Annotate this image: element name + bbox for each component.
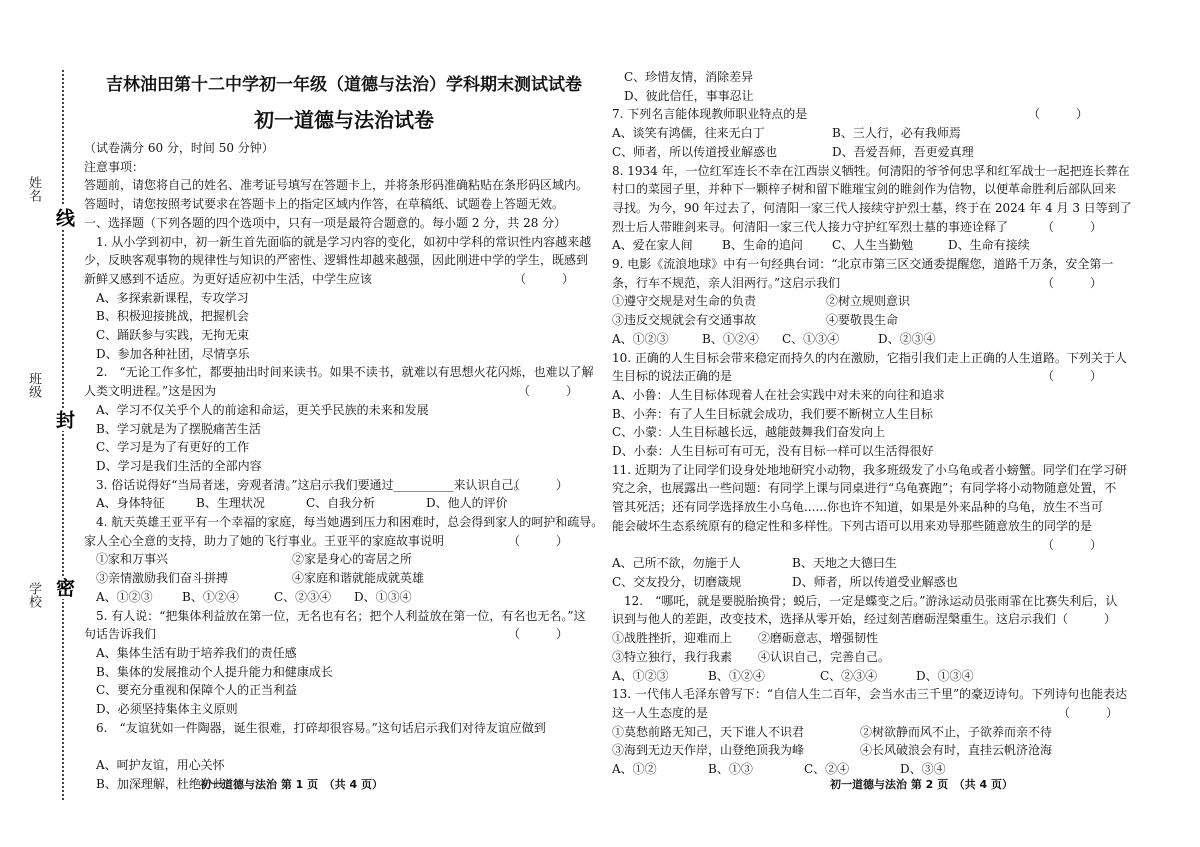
- item: ③亲情激励我们奋斗拼搏: [96, 571, 229, 586]
- q8-text: 烈士后人带睢剑来寻。何清阳一家三代人接力守护红军烈士墓的事迹诠释了: [612, 219, 1009, 234]
- q3-options: [84, 494, 604, 513]
- item: ③特立独行，我行我素: [612, 649, 733, 664]
- school-label: 学校: [26, 582, 41, 608]
- q7-text: 7. 下列名言能体现教师职业特点的是: [612, 107, 808, 122]
- option: A、呵护友谊，用心关怀: [96, 758, 225, 773]
- option: D、小泰：人生目标可有可无，没有目标一样可以生活得很好: [612, 444, 934, 459]
- item: ①战胜挫折，迎难而上: [612, 631, 733, 646]
- option: C、师者，所以传道授业解惑也: [612, 144, 778, 159]
- q12-line: 12. “哪吒，就是要脱胎换骨；蜕后，一定是蝶变之后。”游泳运动员张雨霏在比赛失利后，认: [624, 593, 1118, 608]
- name-label: 姓名: [26, 176, 41, 202]
- option: B、加深理解，杜绝分歧: [96, 776, 225, 791]
- q2-line: [84, 382, 604, 401]
- q11-line: 能会破坏生态系统原有的稳定性和多样性。下列古语可以用来劝导那些随意放生的同学的是: [612, 518, 1093, 533]
- option: D、参加各种社团，尽情享乐: [96, 346, 250, 361]
- item: ②树欲静而风不止，子欲养而亲不待: [860, 724, 1053, 739]
- answer-paren: （ ）: [1041, 369, 1102, 384]
- q4-options: [84, 588, 604, 607]
- item: ④家庭和谐就能成就英雄: [292, 571, 425, 586]
- q8-options: [612, 236, 1132, 255]
- q11-line: 11. 近期为了让同学们设身处地地研究小动物，我多班级发了小乌龟或者小螃蟹。同学们在学习研: [612, 462, 1127, 477]
- left-page: [84, 68, 604, 794]
- option: C、②③④: [274, 589, 332, 604]
- item: ②树立规则意识: [826, 294, 911, 309]
- answer-paren: （ ）: [513, 271, 574, 286]
- option: A、学习不仅关乎个人的前途和命运，更关乎民族的未来和发展: [96, 402, 429, 417]
- item: ③海到无边天作岸，山登绝顶我为峰: [612, 743, 805, 758]
- q12-items: [612, 629, 1132, 648]
- option: D、学习是我们生活的全部内容: [96, 458, 262, 473]
- q10-text: 生目标的说法正确的是: [612, 369, 733, 384]
- q8-line: 村口的菜园子里，并种下一颗梓子树和留下睢璀宝剑的睢剑作为信物，以便革命胜利后部队回来: [612, 182, 1117, 197]
- option: B、①②④: [182, 589, 239, 604]
- option: D、必须坚持集体主义原则: [96, 702, 238, 717]
- answer-paren: （ ）: [507, 477, 568, 492]
- q4-line: [84, 532, 604, 551]
- option: A、谈笑有鸿儒，往来无白丁: [612, 126, 765, 141]
- footer-left: 初一道德与法治 第 1 页 （共 4 页）: [200, 778, 383, 791]
- option: D、①③④: [916, 668, 974, 683]
- q8-line: 8. 1934 年，一位红军连长不幸在江西崇义牺牲。何清阳的爷爷何忠孚和红军战士一起把连长葬在: [612, 163, 1130, 178]
- option: B、天地之大德曰生: [792, 556, 897, 571]
- q11-line: 究之余，也展露出一些问题：有同学上课与同桌进行“乌龟赛跑”；有同学将小动物随意处置，不: [612, 481, 1117, 496]
- q1-text: 新鲜又感到不适应。为更好适应初中生活，中学生应该: [84, 271, 373, 286]
- option: B、小奔：有了人生目标就会成功，我们要不断树立人生目标: [612, 406, 933, 421]
- option: C、自我分析: [306, 496, 376, 511]
- section-1-heading: 一、选择题（下列各题的四个选项中，只有一项是最符合题意的。每小题 2 分，共 28 分）: [84, 215, 567, 230]
- option: B、三人行，必有我师焉: [832, 126, 961, 141]
- option: A、集体生活有助于培养我们的责任感: [96, 645, 297, 660]
- q9-items: [612, 311, 1132, 330]
- right-page: [612, 68, 1132, 779]
- option: C、珍惜友情，消除差异: [624, 70, 754, 84]
- q7-line: [612, 105, 1132, 124]
- q13-line: [612, 704, 1132, 723]
- option: D、生命有接续: [948, 238, 1030, 253]
- q11-options: [612, 554, 1132, 573]
- q9-options: [612, 330, 1132, 349]
- seal-char-3: 密: [51, 576, 78, 599]
- q9-text: 条，行车不规范，亲人泪两行。”这启示我们: [612, 275, 841, 290]
- option: D、他人的评价: [426, 496, 508, 511]
- option: A、①②: [612, 762, 657, 777]
- q5-text: 句话告诉我们: [84, 627, 157, 642]
- item: ①莫愁前路无知己，天下谁人不识君: [612, 724, 805, 739]
- answer-paren: （ ）: [1041, 537, 1102, 552]
- option: C、踊跃参与实践，无拘无束: [96, 328, 250, 343]
- answer-paren: （ ）: [1057, 705, 1118, 720]
- option: C、学习是为了有更好的工作: [96, 440, 250, 455]
- q13-line: 13. 一代伟人毛泽东曾写下：“自信人生二百年，会当水击三千里”的豪迈诗句。下列诗句也能表达: [612, 687, 1128, 702]
- option: C、①③④: [782, 331, 840, 346]
- item: ①家和万事兴: [96, 552, 169, 567]
- binding-margin: [0, 0, 84, 847]
- seal-line: [62, 70, 64, 800]
- option: A、①②③: [612, 668, 669, 683]
- q2-line: 2. “无论工作多忙，都要抽出时间来读书。如果不读书，就难以有思想火花闪烁，也难以了解: [96, 365, 594, 380]
- answer-paren: （ ）: [507, 533, 568, 548]
- option: B、生理状况: [196, 496, 265, 511]
- q2-text: 人类文明进程。”这是因为: [84, 384, 217, 399]
- q1-line: 1. 从小学到初中，初一新生首先面临的就是学习内容的变化，如初中学科的常识性内容越来越: [96, 234, 592, 249]
- option: A、①②③: [612, 331, 669, 346]
- exam-subtitle: 初一道德与法治试卷: [254, 108, 434, 132]
- note-1: 答题前，请您将自己的姓名、准考证号填写在答题卡上，并将条形码准确粘贴在条形码区域内。: [84, 178, 589, 193]
- q13-items: [612, 723, 1132, 742]
- item: ④要敬畏生命: [826, 313, 899, 328]
- q4-text: 家人全心全意的支持，助力了她的飞行事业。王亚平的家庭故事说明: [84, 533, 445, 548]
- notes-title: 注意事项：: [84, 159, 145, 174]
- q12-items: [612, 648, 1132, 667]
- answer-paren: （ ）: [507, 627, 568, 642]
- answer-paren: （ ）: [1027, 107, 1088, 122]
- class-label: 班级: [26, 372, 41, 398]
- q6-line: 6. “友谊犹如一件陶器，诞生很难，打碎却很容易。”这句话启示我们对待友谊应做到: [96, 720, 546, 735]
- q7-options: [612, 124, 1132, 143]
- option: B、学习就是为了摆脱痛苦生活: [96, 421, 261, 436]
- option: C、交友投分，切磨箴规: [612, 574, 742, 589]
- option: D、吾爱吾师，吾更爱真理: [832, 144, 974, 159]
- q11-paren-line: [612, 536, 1132, 555]
- footer-right: 初一道德与法治 第 2 页 （共 4 页）: [830, 778, 1013, 791]
- option: B、①③: [708, 762, 753, 777]
- q4-line: 4. 航天英雄王亚平有一个幸福的家庭，每当她遇到压力和困难时，总会得到家人的呵护和疏导。: [96, 515, 604, 530]
- option: D、师者，所以传道受业解惑也: [792, 574, 958, 589]
- option: C、②③④: [820, 668, 878, 683]
- option: A、小鲁：人生目标体现着人在社会实践中对未来的向往和追求: [612, 387, 945, 402]
- score-time: （试卷满分 60 分，时间 50 分钟）: [84, 141, 274, 155]
- q5-line: 5. 有人说：“把集体利益放在第一位，无名也有名；把个人利益放在第一位，有名也无名。”这: [96, 608, 586, 623]
- option: B、集体的发展推动个人提升能力和健康成长: [96, 664, 333, 679]
- q12-line: 识到与他人的差距，改变技术，选择从零开始，经过刻苦磨砺涅槃重生。这启示我们（ ）: [612, 612, 1117, 627]
- option: B、①②④: [702, 331, 759, 346]
- q4-items: [84, 569, 604, 588]
- q8-line: [612, 218, 1132, 237]
- answer-paren: （ ）: [1041, 219, 1102, 234]
- q5-line: [84, 625, 604, 644]
- item: ④长风破浪会有时，直挂云帆济沧海: [860, 743, 1053, 758]
- note-2: 答题时，请您按照考试要求在答题卡上的指定区域内作答，在草稿纸、试题卷上答题无效。: [84, 197, 565, 212]
- q3-text: 3. 俗话说得好“当局者迷，旁观者清。”这启示我们要通过__________来认识自己。: [96, 477, 526, 492]
- q10-line: 10. 正确的人生目标会带来稳定而持久的内在激励，它指引我们走上正确的人生道路。下列关于人: [612, 350, 1127, 365]
- q11-options: [612, 573, 1132, 592]
- q1-line: [84, 270, 604, 289]
- q10-line: [612, 367, 1132, 386]
- q8-line: 寻找。为今，90 年过去了，何清阳一家三代人接续守护烈士墓，终于在 2024 年 4 月 3 日等到了: [612, 200, 1132, 215]
- q13-text: 这一人生态度的是: [612, 705, 709, 720]
- blank-line: [84, 738, 604, 757]
- q12-options: [612, 667, 1132, 686]
- option: B、生命的追问: [722, 238, 803, 253]
- option: B、①②④: [708, 668, 765, 683]
- q11-line: 管其死活；还有同学选择放生小乌龟......你也许不知道，如果是外来品种的乌龟，放生不当可: [612, 500, 1103, 515]
- option: D、①③④: [354, 589, 412, 604]
- exam-title: 吉林油田第十二中学初一年级（道德与法治）学科期末测试试卷: [106, 75, 582, 95]
- option: D、②③④: [878, 331, 936, 346]
- q4-items: [84, 550, 604, 569]
- option: A、多探索新课程，专攻学习: [96, 290, 249, 305]
- seal-char-2: 封: [51, 408, 78, 431]
- item: ②磨砺意志，增强韧性: [758, 631, 879, 646]
- seal-char-1: 线: [51, 206, 78, 229]
- q13-items: [612, 741, 1132, 760]
- item: ③违反交规就会有交通事故: [612, 313, 757, 328]
- q9-items: [612, 292, 1132, 311]
- answer-paren: （ ）: [517, 384, 578, 399]
- option: C、要充分重视和保障个人的正当利益: [96, 683, 298, 698]
- option: C、小蒙：人生目标越长远，越能鼓舞我们奋发向上: [612, 425, 886, 440]
- q1-line: 少，反映客观事物的规律性与知识的严密性、逻辑性却越来越强，因此刚进中学的学生，既感到: [84, 253, 589, 268]
- option: A、①②③: [96, 589, 153, 604]
- answer-paren: （ ）: [1041, 275, 1102, 290]
- q9-line: [612, 274, 1132, 293]
- item: ④认识自己，完善自己。: [758, 649, 891, 664]
- option: D、③④: [900, 762, 946, 777]
- q3-line: [84, 476, 604, 495]
- option: D、彼此信任，事事忍让: [624, 88, 754, 103]
- q7-options: [612, 143, 1132, 162]
- item: ②家是身心的寄居之所: [292, 552, 413, 567]
- item: ①遵守交规是对生命的负责: [612, 294, 757, 309]
- option: A、身体特征: [96, 496, 165, 511]
- option: C、人生当勤勉: [832, 238, 914, 253]
- option: C、②④: [804, 762, 850, 777]
- option: B、积极迎接挑战，把握机会: [96, 309, 249, 324]
- q9-line: 9. 电影《流浪地球》中有一句经典台词：“北京市第三区交通委提醒您，道路千万条，安全第一: [612, 257, 1114, 272]
- option: A、己所不欲，勿施于人: [612, 556, 741, 571]
- option: A、爱在家人间: [612, 238, 693, 253]
